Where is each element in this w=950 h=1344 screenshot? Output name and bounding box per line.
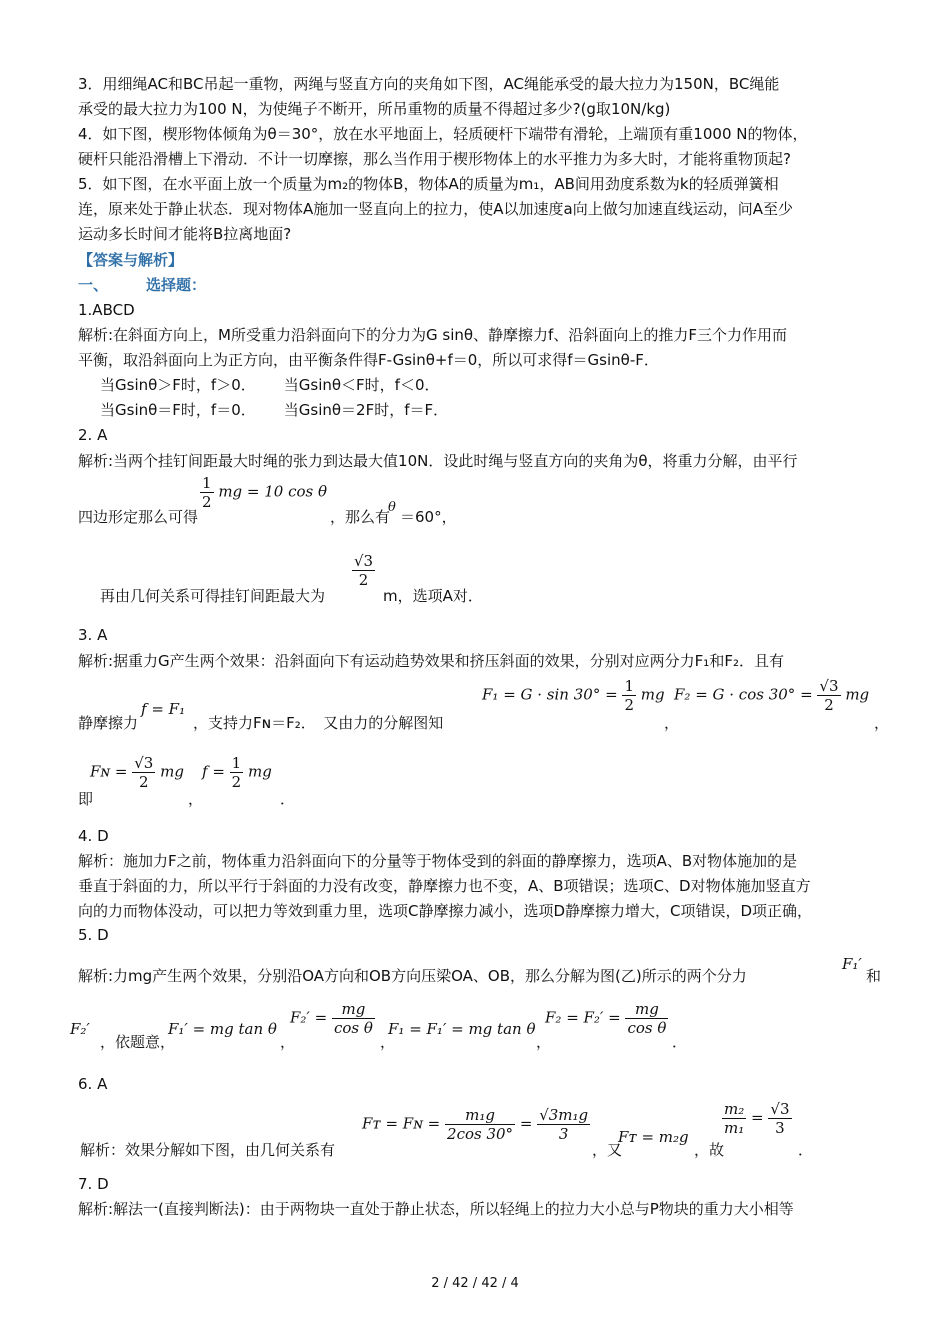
- fraction-numerator: √3m₁g: [539, 1106, 589, 1124]
- question-5-line-2: 连，原来处于静止状态．现对物体A施加一竖直向上的拉力，使A以加速度a向上做匀加速直线运动，问A至少: [78, 200, 793, 218]
- equation-rest: mg: [248, 762, 272, 781]
- equation-rest: mg = 10 cos θ: [218, 482, 328, 501]
- eq-f1-sin30: [482, 677, 665, 714]
- comma-2: ，: [874, 714, 890, 732]
- fraction-denominator: m₁: [724, 1119, 745, 1137]
- sqrt-fraction: [352, 552, 375, 589]
- answer-6-label: 6. A: [78, 1075, 108, 1093]
- fraction-numerator: √3: [134, 754, 154, 772]
- comma-3: ，: [188, 790, 204, 808]
- answer-3-label: 3. A: [78, 626, 108, 644]
- answer-2-label: 2. A: [78, 426, 108, 444]
- answer-3-line-2-mid: ，支持力Fɴ＝F₂． 又由力的分解图知: [193, 714, 444, 732]
- answers-heading: 【答案与解析】: [78, 251, 184, 269]
- eq-ft-fraction-1: [445, 1106, 515, 1143]
- fraction-denominator: 2: [824, 696, 834, 714]
- case-lt: 当Gsinθ＜F时，f＜0．: [283, 376, 440, 394]
- eq-f2p-fraction: [332, 1000, 375, 1037]
- answer-4-line-3: 向的力而物体没动，可以把力等效到重力里，选项C静摩擦力减小，选项D静摩擦力增大，C项错误，D项正确，: [78, 902, 813, 920]
- fraction-denominator: cos θ: [333, 1019, 373, 1037]
- eq-ft-fraction-2: [537, 1106, 590, 1143]
- answer-2-line-3-end: m，选项A对．: [383, 587, 483, 605]
- section-number: 一、: [78, 276, 109, 294]
- equation-left: F₁ = G · sin 30° =: [482, 685, 618, 704]
- eq-f2-f2p-cos: [545, 1000, 668, 1037]
- question-3-line-1: 3．用细绳AC和BC吊起一重物，两绳与竖直方向的夹角如下图，AC绳能承受的最大拉力为150N，BC绳能: [78, 75, 780, 93]
- answer-2-then: ，那么有: [330, 508, 391, 526]
- eq-f2p-cos: [290, 1000, 375, 1037]
- answer-4-line-2: 垂直于斜面的力，所以平行于斜面的力没有改变，静摩擦力也不变，A、B项错误；选项C、D对物体施加竖直方: [78, 877, 811, 895]
- equals-sign: =: [751, 1108, 764, 1127]
- fraction-numerator: 1: [202, 474, 212, 492]
- eq-ft-m2g: Fᴛ = m₂g: [618, 1128, 689, 1146]
- equation-left: F₂ = F₂′ =: [545, 1008, 621, 1027]
- eq-f-fraction: [230, 754, 244, 791]
- question-4-line-1: 4．如下图，楔形物体倾角为θ＝30°，放在水平地面上，轻质硬杆下端带有滑轮，上端顶有重1000 N的物体，: [78, 125, 808, 143]
- fraction-denominator: 3: [775, 1119, 785, 1137]
- answer-5-and: 和: [866, 967, 882, 985]
- period-6: ．: [798, 1141, 814, 1159]
- answer-2-line-3-text: 再由几何关系可得挂钉间距最大为: [100, 587, 326, 605]
- fraction-numerator: √3: [770, 1100, 790, 1118]
- equation-rest: mg: [160, 762, 184, 781]
- comma-1: ，: [664, 714, 680, 732]
- answer-7-line-1: 解析:解法一(直接判断法)：由于两物块一直处于静止状态，所以轻绳上的拉力大小总与P物块的重力大小相等: [78, 1200, 794, 1218]
- fraction-denominator: 2: [139, 773, 149, 791]
- fraction-denominator: cos θ: [627, 1019, 667, 1037]
- equation-rest: mg: [845, 685, 870, 704]
- equation-left: F₂′ =: [290, 1008, 328, 1027]
- case-gt: 当Gsinθ＞F时，f＞0．: [100, 376, 256, 394]
- answer-1-case-row-2: [100, 400, 912, 420]
- answer-5-label: 5. D: [78, 926, 109, 944]
- eq-f-equals-f1: f = F₁: [141, 700, 186, 718]
- answer-4-line-1: 解析：施加力F之前，物体重力沿斜面向下的分量等于物体受到的斜面的静摩擦力，选项A、B对物体施加的是: [78, 852, 798, 870]
- equation-left: f =: [202, 762, 225, 781]
- fraction-numerator: √3: [354, 552, 374, 570]
- fraction-denominator: 2: [624, 696, 634, 714]
- fraction-denominator: 2cos 30°: [447, 1125, 514, 1143]
- answer-6-therefore: ，故: [694, 1141, 725, 1159]
- case-eq: 当Gsinθ＝F时，f＝0．: [100, 401, 256, 419]
- equals-sign: =: [519, 1114, 533, 1133]
- answer-2-line-2-text: 四边形定那么可得: [78, 508, 199, 526]
- section-title: 选择题：: [146, 276, 207, 294]
- eq-f1-f1p-tan: F₁ = F₁′ = mg tan θ: [388, 1020, 536, 1038]
- eq-f2-cos30: [674, 677, 869, 714]
- answer-2-line-1: 解析:当两个挂钉间距最大时绳的张力到达最大值10N．设此时绳与竖直方向的夹角为θ，将重力分解，由平行: [78, 452, 798, 470]
- fraction-numerator: 1: [624, 677, 634, 695]
- case-2f: 当Gsinθ＝2F时，f＝F．: [283, 401, 449, 419]
- fraction-denominator: 3: [558, 1125, 569, 1143]
- half-fraction: [200, 474, 214, 511]
- eq-mass-ratio: [722, 1100, 792, 1137]
- period-3: ．: [280, 790, 296, 808]
- eq-f1p-tan: F₁′ = mg tan θ: [168, 1020, 277, 1038]
- f1-prime-symbol: F₁′: [842, 955, 862, 973]
- eq-f1-fraction: [622, 677, 636, 714]
- eq-f2-fraction: [625, 1000, 668, 1037]
- question-5-line-1: 5．如下图，在水平面上放一个质量为m₂的物体B，物体A的质量为m₁，AB间用劲度系数为k的轻质弹簧相: [78, 175, 779, 193]
- answer-4-label: 4. D: [78, 827, 109, 845]
- answer-1-label: 1.ABCD: [78, 301, 135, 319]
- answer-1-case-row-1: [100, 375, 912, 395]
- fraction-numerator: mg: [625, 1000, 668, 1019]
- answer-6-also: ，又: [592, 1141, 623, 1159]
- eq-ft-fn: [362, 1106, 590, 1143]
- answer-2-equation: [200, 474, 327, 511]
- fraction-denominator: 2: [202, 493, 212, 511]
- question-3-line-2: 承受的最大拉力为100 N，为使绳子不断开，所吊重物的质量不得超过多少?(g取10N/kg): [78, 100, 671, 118]
- eq-fn-fraction: [132, 754, 155, 791]
- fraction-denominator: 2: [358, 571, 369, 589]
- f2-prime-symbol: F₂′: [70, 1020, 90, 1038]
- theta-symbol: θ: [388, 500, 396, 515]
- answer-3-line-2-text: 静摩擦力: [78, 714, 139, 732]
- eq-f2-fraction: [817, 677, 840, 714]
- fraction-numerator: √3: [819, 677, 839, 695]
- equation-left: Fɴ =: [90, 762, 128, 781]
- question-5-line-3: 运动多长时间才能将B拉离地面?: [78, 225, 292, 243]
- answer-2-angle: ＝60°，: [400, 508, 457, 526]
- comma-c: ，: [536, 1033, 552, 1051]
- fraction-numerator: 1: [231, 754, 242, 772]
- answer-7-label: 7. D: [78, 1175, 109, 1193]
- answer-3-line-3-text: 即: [78, 790, 94, 808]
- fraction-numerator: mg: [332, 1000, 375, 1019]
- comma-a: ，: [280, 1033, 296, 1051]
- equation-left: F₂ = G · cos 30° =: [674, 685, 813, 704]
- fraction-numerator: m₁g: [445, 1106, 515, 1125]
- sqrt3-over-2: [352, 552, 375, 589]
- eq-ratio-fraction-1: [722, 1100, 746, 1137]
- eq-fn: [90, 754, 184, 791]
- equation-left: Fᴛ = Fɴ =: [362, 1114, 441, 1133]
- fraction-denominator: 2: [231, 773, 242, 791]
- answer-3-line-1: 解析:据重力G产生两个效果：沿斜面向下有运动趋势效果和挤压斜面的效果，分别对应两分力F₁和F₂．且有: [78, 652, 784, 670]
- section-heading: [78, 275, 890, 295]
- page-footer: 2 / 42 / 42 / 4: [431, 1276, 519, 1291]
- period-5: ．: [672, 1033, 688, 1051]
- equation-rest: mg: [640, 685, 665, 704]
- answer-1-line-2: 平衡，取沿斜面向上为正方向，由平衡条件得F-Gsinθ+f＝0，所以可求得f＝Gsinθ-F．: [78, 351, 659, 369]
- answer-5-line-1: 解析:力mg产生两个效果，分别沿OA方向和OB方向压梁OA、OB，那么分解为图(乙)所示的两个分力: [78, 967, 747, 985]
- fraction-numerator: m₂: [724, 1100, 745, 1118]
- eq-f-half: [202, 754, 272, 791]
- eq-ratio-fraction-2: [768, 1100, 791, 1137]
- question-4-line-2: 硬杆只能沿滑槽上下滑动．不计一切摩擦，那么当作用于楔形物体上的水平推力为多大时，才能将重物顶起?: [78, 150, 791, 168]
- comma-b: ，: [380, 1033, 396, 1051]
- answer-1-line-1: 解析:在斜面方向上，M所受重力沿斜面向下的分力为G sinθ、静摩擦力f、沿斜面向上的推力F三个力作用而: [78, 326, 787, 344]
- answer-5-line-2-text: ，依题意，: [100, 1033, 176, 1051]
- answer-6-line-1-text: 解析：效果分解如下图，由几何关系有: [80, 1141, 336, 1159]
